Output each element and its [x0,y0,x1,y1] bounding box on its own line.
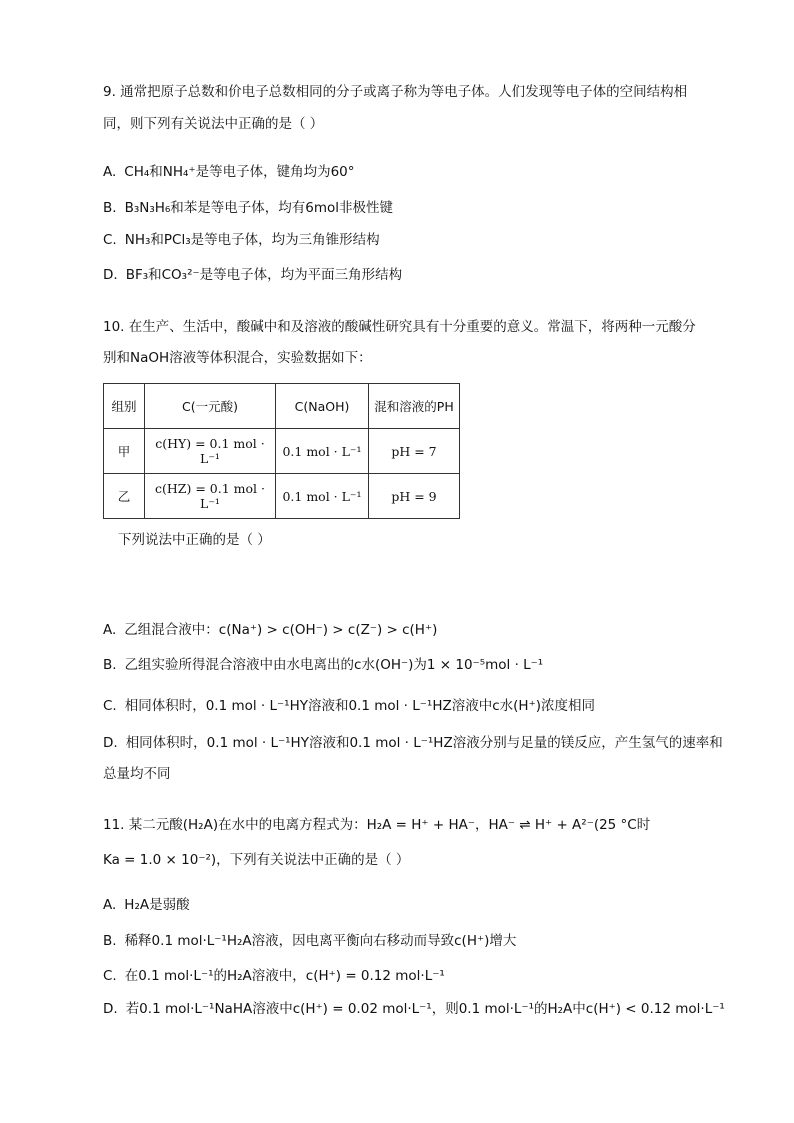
option-label: D. [103,735,118,751]
option-text: BF₃和CO₃²⁻是等电子体，均为平面三角形结构 [125,267,403,283]
table-header-cell: C(一元酸) [145,384,276,429]
option-text: B₃N₃H₆和苯是等电子体，均有6mol非极性键 [124,200,394,216]
table-cell: pH = 9 [369,474,460,519]
option-text: NH₃和PCl₃是等电子体，均为三角锥形结构 [124,232,380,248]
table-cell: 0.1 mol · L⁻¹ [276,429,369,474]
experiment-table [103,383,460,519]
option-text: 若0.1 mol·L⁻¹NaHA溶液中c(H⁺) = 0.02 mol·L⁻¹，则0.1 mol·L⁻¹的H₂A中c(H⁺) < 0.12 mol·L⁻¹ [125,1001,725,1017]
option-label: A. [103,622,117,638]
table-header-cell: 混和溶液的PH [369,384,460,429]
option-text: 在0.1 mol·L⁻¹的H₂A溶液中，c(H⁺) = 0.12 mol·L⁻¹ [124,968,445,984]
q11-option-c [103,966,445,986]
q11-stem-line1: 11. 某二元酸(H₂A)在水中的电离方程式为：H₂A = H⁺ + HA⁻，HA⁻ ⇌ H⁺ + A²⁻(25 °C时 [103,817,651,833]
q9-option-c [103,230,380,250]
option-label: D. [103,267,118,283]
table-row [104,474,460,519]
table-header-row [104,384,460,429]
option-text: 相同体积时，0.1 mol · L⁻¹HY溶液和0.1 mol · L⁻¹HZ溶液中c水(H⁺)浓度相同 [124,698,595,714]
q10-option-d-line2: 总量均不同 [103,766,171,782]
option-label: A. [103,164,117,180]
option-label: B. [103,200,117,216]
table-cell: c(HZ) = 0.1 mol · L⁻¹ [145,474,276,519]
q11-option-b [103,931,516,951]
q9-stem-line2: 同，则下列有关说法中正确的是（ ） [103,116,324,132]
q10-prompt: 下列说法中正确的是（ ） [118,532,271,548]
q10-option-a [103,620,437,640]
option-label: C. [103,232,117,248]
q11-option-d [103,999,725,1019]
option-label: B. [103,657,117,673]
option-text: 相同体积时，0.1 mol · L⁻¹HY溶液和0.1 mol · L⁻¹HZ溶液分别与足量的镁反应，产生氢气的速率和 [125,735,723,751]
q10-option-b [103,655,543,675]
q10-option-c [103,696,595,716]
table-row [104,429,460,474]
q9-stem-line1: 9. 通常把原子总数和价电子总数相同的分子或离子称为等电子体。人们发现等电子体的空间结构相 [103,84,688,100]
table-cell: pH = 7 [369,429,460,474]
table-cell: 乙 [104,474,145,519]
table-cell: c(HY) = 0.1 mol · L⁻¹ [145,429,276,474]
table-cell: 0.1 mol · L⁻¹ [276,474,369,519]
table-cell: 甲 [104,429,145,474]
option-label: B. [103,933,117,949]
table-header-cell: 组别 [104,384,145,429]
table-header-cell: C(NaOH) [276,384,369,429]
q11-stem-line2: Ka = 1.0 × 10⁻²)，下列有关说法中正确的是（ ） [103,852,410,868]
q9-option-b [103,198,393,218]
q10-stem-line1: 10. 在生产、生活中，酸碱中和及溶液的酸碱性研究具有十分重要的意义。常温下，将两种一元酸分 [103,319,696,335]
option-text: H₂A是弱酸 [124,897,190,913]
q10-option-d [103,733,723,753]
q9-option-d [103,265,402,285]
option-label: C. [103,698,117,714]
q10-stem-line2: 别和NaOH溶液等体积混合，实验数据如下： [103,350,372,366]
option-text: 稀释0.1 mol·L⁻¹H₂A溶液，因电离平衡向右移动而导致c(H⁺)增大 [124,933,517,949]
option-text: CH₄和NH₄⁺是等电子体，键角均为60° [124,164,355,180]
option-text: 乙组混合液中：c(Na⁺) > c(OH⁻) > c(Z⁻) > c(H⁺) [124,622,438,638]
option-label: D. [103,1001,118,1017]
q9-option-a [103,162,355,182]
option-text: 乙组实验所得混合溶液中由水电离出的c水(OH⁻)为1 × 10⁻⁵mol · L⁻¹ [124,657,544,673]
q11-option-a [103,895,190,915]
option-label: A. [103,897,117,913]
option-label: C. [103,968,117,984]
